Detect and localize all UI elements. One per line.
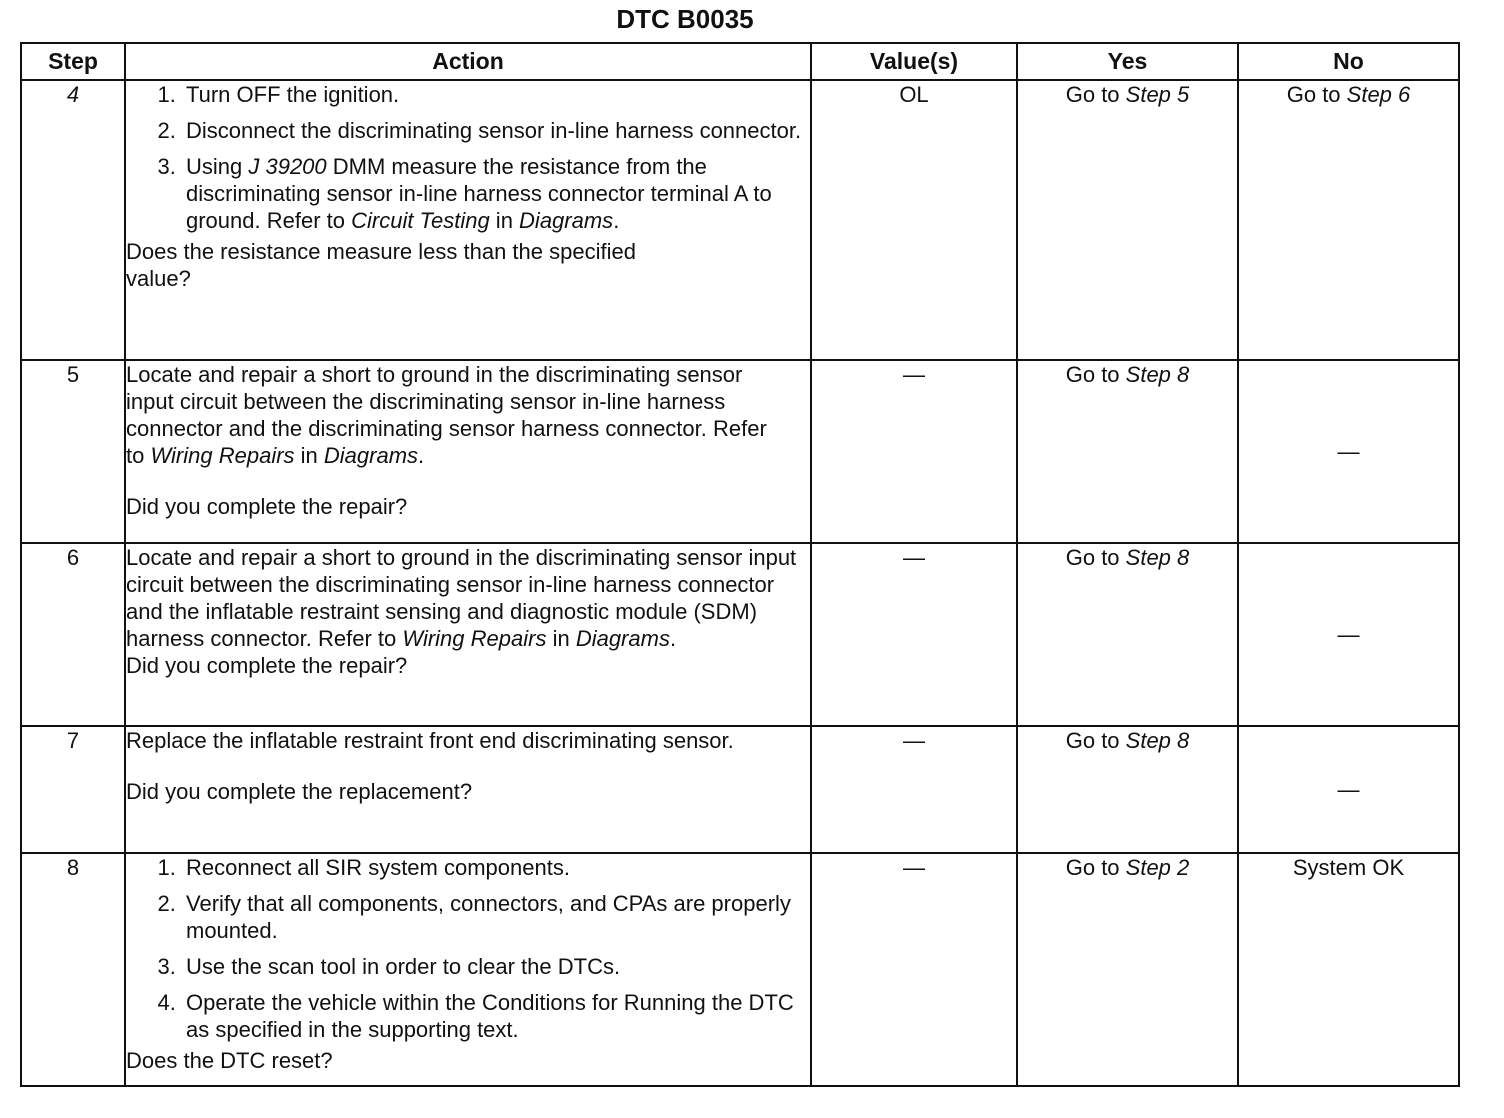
text-run: Go to [1065,362,1126,387]
list-item: 1. Turn OFF the ignition. [182,81,810,108]
text-run: . [613,208,620,233]
no-cell: — [1238,543,1459,726]
text-run: in [546,626,576,651]
table-row-step-4 [21,80,1459,360]
procedure-reference: Wiring Repairs [402,626,547,651]
dtc-table [20,42,1460,1087]
action-cell [125,360,811,543]
action-cell [125,80,811,360]
yes-cell [1017,853,1238,1086]
action-text [126,544,810,652]
yes-cell [1017,360,1238,543]
procedure-reference: Circuit Testing [351,208,490,233]
action-list [126,81,810,234]
column-header-yes: Yes [1017,43,1238,80]
value-cell: OL [811,80,1017,360]
text-run: DMM measure the resistance from the discriminating sensor in-line harness connector terminal A to ground. Refer to [186,154,772,233]
step-reference: Step 8 [1125,728,1190,753]
step-reference: Step 8 [1125,545,1190,570]
spacer [126,469,810,493]
list-item [182,153,810,234]
step-reference: Step 2 [1125,855,1190,880]
table-row-step-7 [21,726,1459,853]
step-number: 8 [21,853,125,1086]
list-item: 1. Reconnect all SIR system components. [182,854,810,881]
list-item: 2. Disconnect the discriminating sensor in-line harness connector. [182,117,810,144]
list-item: 4. Operate the vehicle within the Conditions for Running the DTC as specified in the supporting text. [182,989,810,1043]
action-question: Did you complete the replacement? [126,779,473,804]
document-reference: Diagrams [519,208,614,233]
column-header-action: Action [125,43,811,80]
step-number: 7 [21,726,125,853]
step-number: 5 [21,360,125,543]
no-cell [1238,80,1459,360]
action-question: Did you complete the repair? [126,653,408,678]
table-row-step-5 [21,360,1459,543]
action-question: Does the resistance measure less than the specified value? [126,239,636,291]
table-row-step-8 [21,853,1459,1086]
text-run: Go to [1286,82,1347,107]
text-run: in [294,443,324,468]
text-run: Locate and repair a short to ground in the discriminating sensor input circuit between the discriminating sensor in-line harness connector and the discriminating sensor harness connector. Refer to [126,362,767,468]
step-number: 4 [21,80,125,360]
yes-cell [1017,80,1238,360]
value-cell: — [811,726,1017,853]
action-cell [125,853,811,1086]
text-run: Go to [1065,545,1126,570]
value-cell: — [811,360,1017,543]
column-header-values: Value(s) [811,43,1017,80]
step-reference: Step 6 [1346,82,1411,107]
column-header-step: Step [21,43,125,80]
spacer [126,754,810,778]
action-question: Did you complete the repair? [126,494,408,519]
no-cell: System OK [1238,853,1459,1086]
document-title: DTC B0035 [616,4,754,34]
no-cell: — [1238,360,1459,543]
document-reference: Diagrams [323,443,419,468]
text-run: Go to [1065,728,1126,753]
text-run: Go to [1065,82,1126,107]
text-run: . [418,443,425,468]
text-run: Locate and repair a short to ground in the discriminating sensor input circuit between the discriminating sensor in-line harness connector and the inflatable restraint sensing and diagnostic module (SDM) harness connector. Refer to [126,545,797,651]
action-list [126,854,810,1043]
text-run: in [489,208,520,233]
action-question: Does the DTC reset? [126,1048,333,1073]
no-cell: — [1238,726,1459,853]
action-text: Replace the inflatable restraint front end discriminating sensor. [126,728,734,753]
yes-cell [1017,543,1238,726]
text-run: Using [186,154,249,179]
table-row-step-6 [21,543,1459,726]
column-header-no: No [1238,43,1459,80]
step-number: 6 [21,543,125,726]
step-reference: Step 5 [1125,82,1190,107]
list-item: 2. Verify that all components, connectors, and CPAs are properly mounted. [182,890,810,944]
list-item: 3. Use the scan tool in order to clear the DTCs. [182,953,810,980]
tool-reference: J 39200 [248,154,327,179]
step-reference: Step 8 [1125,362,1190,387]
text-run: . [669,626,677,651]
document-reference: Diagrams [575,626,670,651]
action-cell [125,726,811,853]
header-row [21,43,1459,80]
text-run: Go to [1065,855,1126,880]
value-cell: — [811,543,1017,726]
value-cell: — [811,853,1017,1086]
procedure-reference: Wiring Repairs [150,443,295,468]
action-text [126,361,810,469]
yes-cell [1017,726,1238,853]
action-cell [125,543,811,726]
